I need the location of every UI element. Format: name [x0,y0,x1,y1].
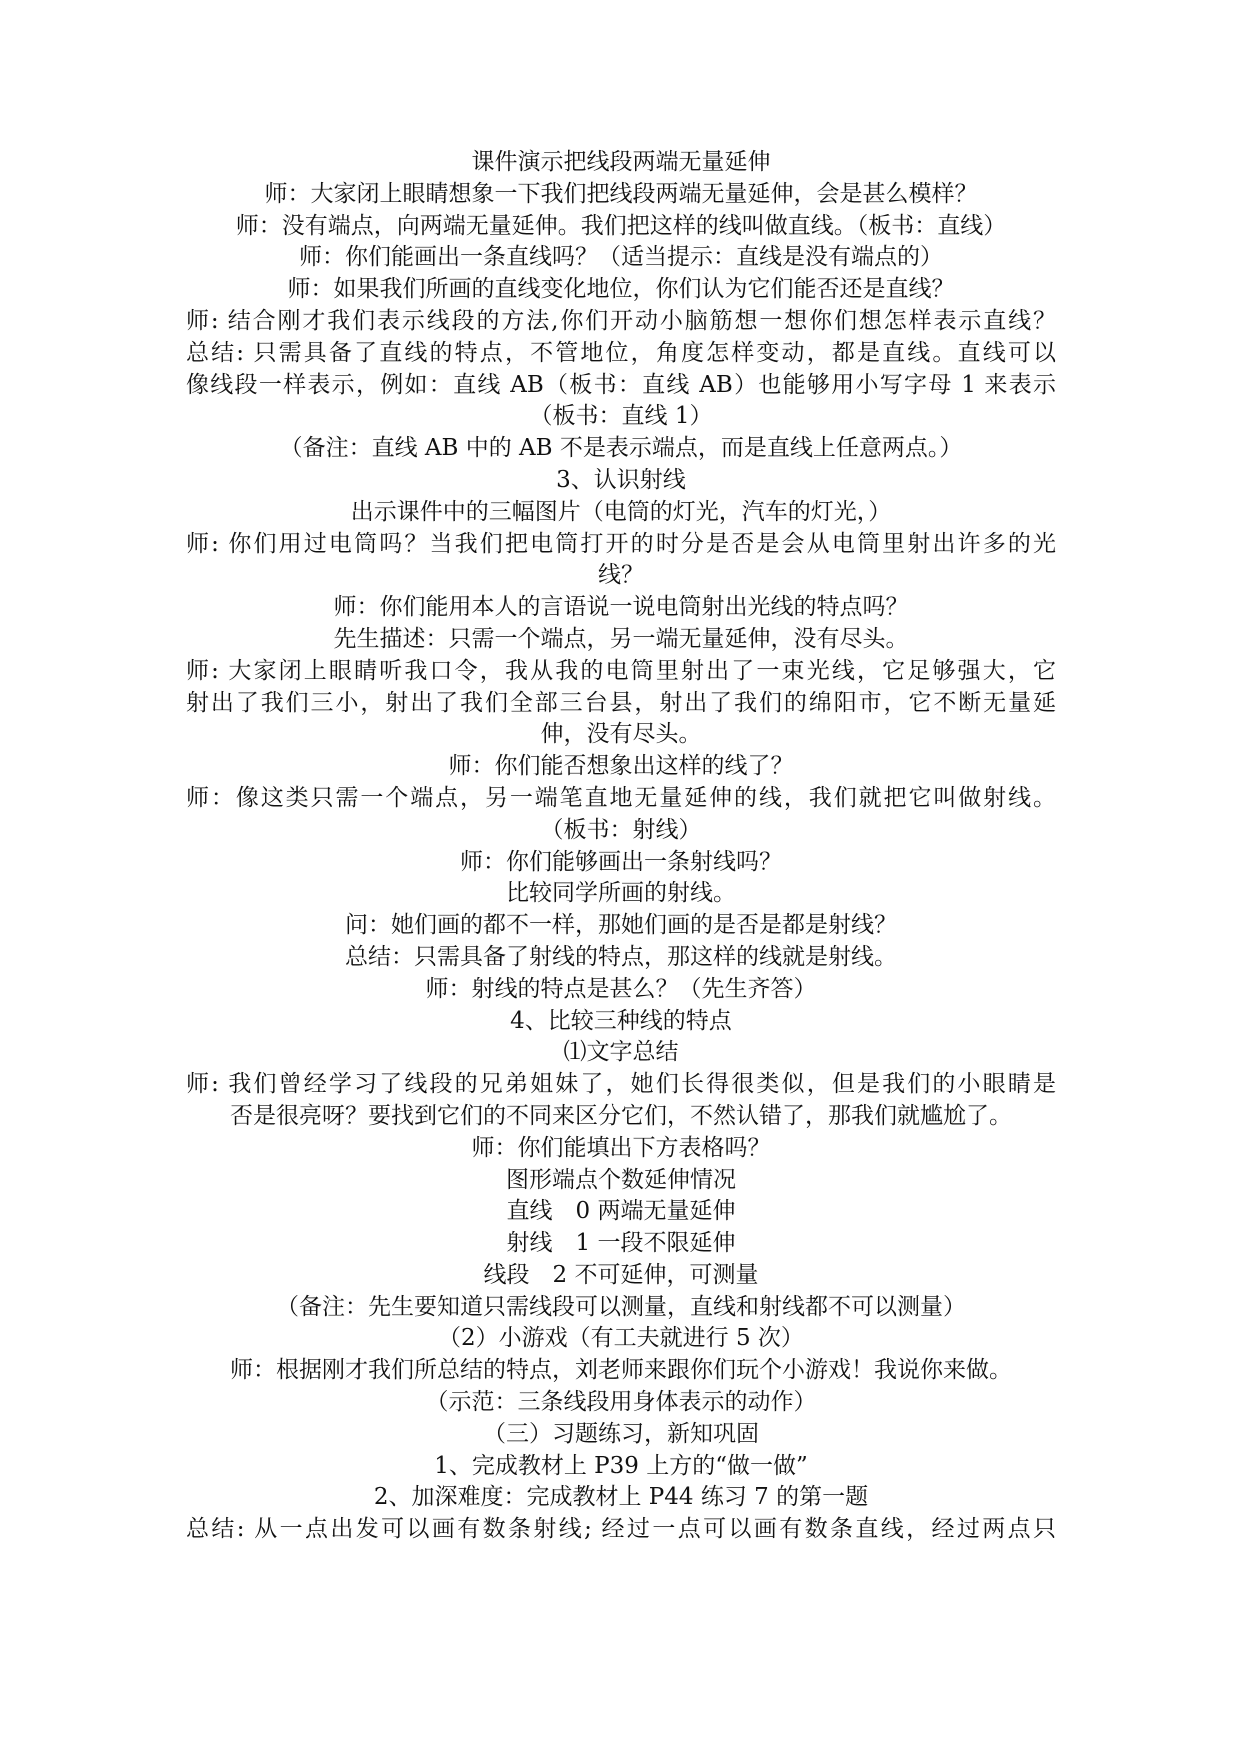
text-line: 师: 你们用过电筒吗？当我们把电筒打开的时分是否是会从电筒里射出许多的光 [186,530,1056,557]
table-row-line: 直线 0 两端无量延伸 [506,1198,736,1225]
text-line: 2、加深难度：完成教材上 P44 练习 7 的第一题 [373,1484,869,1511]
text-line: 师：根据刚才我们所总结的特点，刘老师来跟你们玩个小游戏！我说你来做。 [230,1357,1012,1384]
text-line: 否是很亮呀？要找到它们的不同来区分它们，不然认错了，那我们就尴尬了。 [230,1102,1012,1129]
subsection-heading: ⑴文字总结 [563,1039,679,1066]
section-heading: 3、认识射线 [556,466,686,493]
text-line: 师：你们能画出一条直线吗？（适当提示：直线是没有端点的） [299,244,943,271]
table-header-line: 图形端点个数延伸情况 [506,1166,736,1193]
section-heading: 4、比较三种线的特点 [510,1007,732,1034]
text-line: 总结: 只需具备了直线的特点，不管地位，角度怎样变动，都是直线。直线可以 [186,339,1056,366]
text-line: 师：你们能用本人的言语说一说电筒射出光线的特点吗？ [333,594,909,621]
text-line: 射出了我们三小，射出了我们全部三台县，射出了我们的绵阳市，它不断无量延 [186,689,1056,716]
text-line: 课件演示把线段两端无量延伸 [471,149,771,175]
text-line: 伸，没有尽头。 [540,721,702,748]
text-line: 师：你们能够画出一条射线吗？ [460,848,782,875]
text-line: 总结：只需具备了射线的特点，那这样的线就是射线。 [345,943,897,970]
document-body [186,147,1056,1546]
text-line: 师：如果我们所画的直线变化地位，你们认为它们能否还是直线？ [287,276,955,303]
text-line: 师：没有端点，向两端无量延伸。我们把这样的线叫做直线。（板书：直线） [235,212,1007,239]
text-line: （示范：三条线段用身体表示的动作） [425,1389,817,1416]
text-line: 师: 大家闭上眼睛听我口令，我从我的电筒里射出了一束光线，它足够强大，它 [186,657,1056,684]
table-row-line: 线段 2 不可延伸，可测量 [483,1261,759,1288]
text-line: 师: 结合刚才我们表示线段的方法,你们开动小脑筋想一想你们想怎样表示直线？ [186,307,1056,334]
text-line: 师：你们能否想象出这样的线了？ [448,753,794,780]
text-line: （备注：直线 AB 中的 AB 不是表示端点，而是直线上任意两点。） [279,435,963,462]
text-line: 总结: 从一点出发可以画有数条射线; 经过一点可以画有数条直线，经过两点只 [186,1516,1056,1543]
text-line: （备注：先生要知道只需线段可以测量，直线和射线都不可以测量） [276,1293,966,1320]
text-line: （板书：直线 1） [529,403,713,430]
text-line: 师：大家闭上眼睛想象一下我们把线段两端无量延伸，会是甚么模样？ [264,180,978,207]
text-line: 1、完成教材上 P39 上方的“做一做” [434,1452,808,1479]
text-line: 师：你们能填出下方表格吗？ [471,1134,771,1161]
text-line: 出示课件中的三幅图片（电筒的灯光，汽车的灯光，） [350,498,892,525]
text-line: 问：她们画的都不一样，那她们画的是否是都是射线？ [345,912,897,939]
text-line: 线？ [598,562,644,589]
text-line: 比较同学所画的射线。 [506,880,736,907]
table-row-line: 射线 1 一段不限延伸 [506,1230,736,1257]
text-line: （板书：射线） [540,816,702,843]
section-heading: （三）习题练习，新知巩固 [483,1420,759,1447]
text-line: 师：像这类只需一个端点，另一端笔直地无量延伸的线，我们就把它叫做射线。 [186,784,1056,811]
text-line: 师: 我们曾经学习了线段的兄弟姐妹了，她们长得很类似，但是我们的小眼睛是 [186,1071,1056,1098]
subsection-heading: （2）小游戏（有工夫就进行 5 次） [438,1325,804,1352]
text-line: 师：射线的特点是甚么？（先生齐答） [425,975,817,1002]
text-line: 先生描述：只需一个端点，另一端无量延伸，没有尽头。 [333,625,909,652]
text-line: 像线段一样表示，例如：直线 AB（板书：直线 AB）也能够用小写字母 1 来表示 [186,371,1056,398]
